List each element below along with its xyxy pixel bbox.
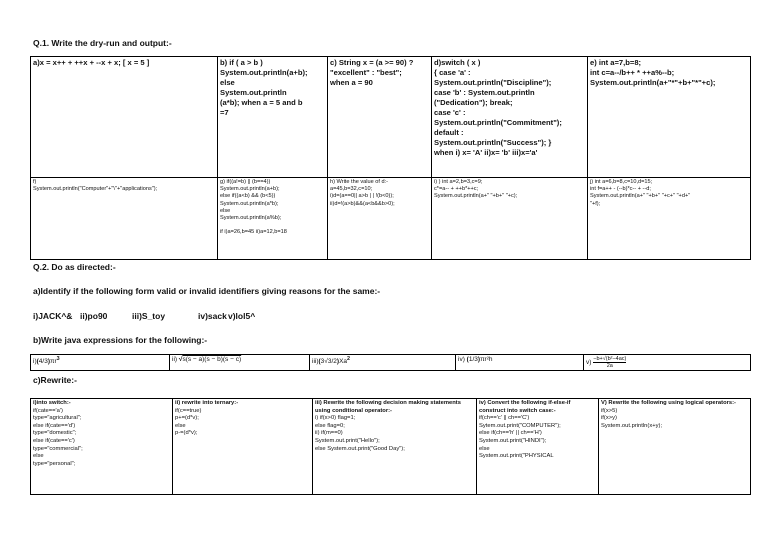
rewrite-title: ii) rewrite into ternary:- — [175, 400, 239, 406]
code-line: =7 — [220, 108, 229, 117]
code-line: else flag=0; — [315, 422, 345, 429]
code-line: g) if((a!=b) || (b==4)) — [220, 179, 271, 185]
rewrite-title: iii) Rewrite the following decision making statements using conditional operator:- — [315, 400, 461, 414]
rewrite-v-cell — [599, 399, 751, 495]
q2-heading: Q.2. Do as directed:- — [33, 262, 116, 272]
code-line: System.out.println("Success"); } — [434, 138, 552, 147]
code-line: System.out.print("HINDI"); — [479, 437, 547, 444]
q1-f-cell — [31, 178, 218, 260]
code-line: { case 'a' : — [434, 68, 471, 77]
code-line: else if(cate=='d') — [33, 422, 76, 429]
code-line: else if(ch=='h' || ch=='H') — [479, 430, 542, 437]
q1-g-cell — [218, 178, 328, 260]
rewrite-title: iv) Convert the following if-else-if construct into switch case:- — [479, 400, 571, 414]
code-line: c*=a-- + ++b*++c; — [434, 186, 479, 193]
code-line: (a*b); when a = 5 and b — [220, 98, 303, 107]
q1-i-cell — [432, 178, 588, 260]
q1-table — [30, 56, 751, 260]
code-line: a=45,b=32,c=10; — [330, 186, 373, 193]
q1-b-cell — [218, 57, 328, 178]
code-line: System.out.println(a+b); — [220, 68, 308, 77]
rewrite-table — [30, 398, 751, 495]
identifier-5: v)lol5^ — [228, 311, 256, 321]
code-line: int f=a++ - (--b)*c-- + --d; — [590, 186, 651, 193]
code-line: if(x>5) — [601, 407, 618, 414]
code-line: System.out.println(a%b); — [220, 215, 282, 222]
q1-e-cell — [588, 57, 751, 178]
rewrite-iii-cell — [313, 399, 477, 495]
code-line: if i)a=26,b=45 ii)a=12,b=18 — [220, 229, 287, 236]
code-line: ("Dedication"); break; — [434, 98, 513, 107]
code-line: p+=(d*v); — [175, 415, 199, 422]
expr-v: v) $\frac{\text{−b+√(b²−4ac)}}{2a}$ — [584, 355, 751, 371]
code-line: System.out.println(a+b); — [220, 186, 280, 193]
code-line: else if(cate=='c') — [33, 437, 75, 444]
code-line: else if((a<b) && (b<5)) — [220, 193, 276, 200]
code-line: default : — [434, 128, 464, 137]
code-line: type="personal"; — [33, 460, 76, 467]
q1-c-cell — [328, 57, 432, 178]
code-line: b) if ( a > b ) — [220, 58, 263, 67]
code-line: ii)d=!(a>b)&&(a<b&&b>0); — [330, 200, 395, 207]
code-line: if(x>y) — [601, 415, 617, 422]
q1-heading: Q.1. Write the dry-run and output:- — [33, 38, 172, 48]
q1-j-cell — [588, 178, 751, 260]
q1-a-cell — [31, 57, 218, 178]
rewrite-i-cell — [31, 399, 173, 495]
code-line: type="domestic"; — [33, 430, 77, 437]
q2a-heading: a)Identify if the following form valid or invalid identifiers giving reasons for the same:- — [33, 286, 381, 296]
code-line: "+f); — [590, 200, 601, 207]
rewrite-title: i)into switch:- — [33, 400, 71, 406]
rewrite-ii-cell — [173, 399, 313, 495]
code-line: ii) if(m==0) — [315, 430, 343, 437]
code-line: System.out.println(a+" "+b+" "+c); — [434, 193, 518, 200]
code-line: System.out.print("Hello"); — [315, 437, 380, 444]
code-line: p-=(d*v); — [175, 430, 198, 437]
code-line: else System.out.print("Good Day"); — [315, 445, 405, 452]
code-line: i) if(x>0) flag=1; — [315, 415, 356, 422]
expr-i: $i)(4/3)\pi r^3$ — [31, 355, 170, 371]
code-line: "excellent" : "best"; — [330, 68, 402, 77]
code-line: int c=a--/b++ * ++a%--b; — [590, 68, 675, 77]
q2b-heading: b)Write java expressions for the following:- — [33, 335, 208, 345]
code-line: else — [479, 445, 490, 452]
identifier-4: iv)sack — [198, 311, 227, 321]
q1-h-cell — [328, 178, 432, 260]
code-line: type="agricultural"; — [33, 415, 82, 422]
q2c-heading: c)Rewrite:- — [33, 375, 77, 385]
code-line: System.out.println(a+"*"+b+"*"+c); — [590, 78, 716, 87]
rewrite-title: V) Rewrite the following using logical operators:- — [601, 400, 736, 406]
code-line: i)d=(a==0|| a>b | | !(b<0)); — [330, 193, 394, 200]
code-line: type="commercial"; — [33, 445, 83, 452]
identifier-1: i)JACK^& — [33, 311, 73, 321]
expressions-table — [30, 354, 751, 371]
code-line — [220, 222, 325, 229]
identifier-3: iii)S_toy — [132, 311, 166, 321]
code-line: c) String x = (a >= 90) ? — [330, 58, 414, 67]
code-line: else — [220, 78, 235, 87]
code-line: h) Write the value of d:- — [330, 179, 389, 185]
code-line: System.out.print("PHYSICAL — [479, 453, 554, 460]
rewrite-iv-cell — [477, 399, 599, 495]
code-line: System.out.println("Commitment"); — [434, 118, 562, 127]
code-line: System.out.println(a+" "+b+" "+c+" "+d+" — [590, 193, 691, 200]
q1-row-1 — [31, 57, 751, 178]
code-line: f) — [33, 179, 37, 185]
code-line: when i) x= 'A' ii)x= 'b' iii)x='a' — [434, 148, 538, 157]
code-line: d)switch ( x ) — [434, 58, 481, 67]
code-line: i) ) int a=2,b=3,c=9; — [434, 179, 483, 185]
identifier-2: ii)po90 — [80, 311, 108, 321]
q1-row-2 — [31, 178, 751, 260]
expr-ii: ii) √s(s − a)(s − b)(s − c) — [170, 355, 310, 371]
code-line: else — [175, 422, 186, 429]
code-line: System.out.println("Computer"+"\"+"applications"); — [33, 186, 158, 193]
code-line: a)x = x++ + ++x + --x + x; [ x = 5 ] — [33, 58, 150, 67]
code-line: when a = 90 — [330, 78, 373, 87]
code-line: Sytem.out.print("COMPUTER"); — [479, 422, 561, 429]
code-line: else — [220, 207, 231, 214]
code-line: System.out.println — [220, 88, 287, 97]
code-line: j) int a=6,b=8,c=10,d=15; — [590, 179, 653, 185]
code-line: System.out.println("Discipline"); — [434, 78, 552, 87]
code-line: if(ch=='c' || ch=='C') — [479, 415, 530, 422]
code-line: System.out.println(a*b); — [220, 200, 279, 207]
code-line: case 'c' : — [434, 108, 466, 117]
code-line: System.out.println(x+y); — [601, 422, 663, 429]
expr-iv: iv) (1/3)πr²h — [456, 355, 584, 371]
expr-iii: iii)(3√3/2)Xa$^2$ — [310, 355, 456, 371]
code-line: if(cate=='a') — [33, 407, 63, 414]
code-line: e) int a=7,b=8; — [590, 58, 642, 67]
code-line: else — [33, 453, 44, 460]
code-line: case 'b' : System.out.println — [434, 88, 535, 97]
code-line: if(c==true) — [175, 407, 202, 414]
q1-d-cell — [432, 57, 588, 178]
